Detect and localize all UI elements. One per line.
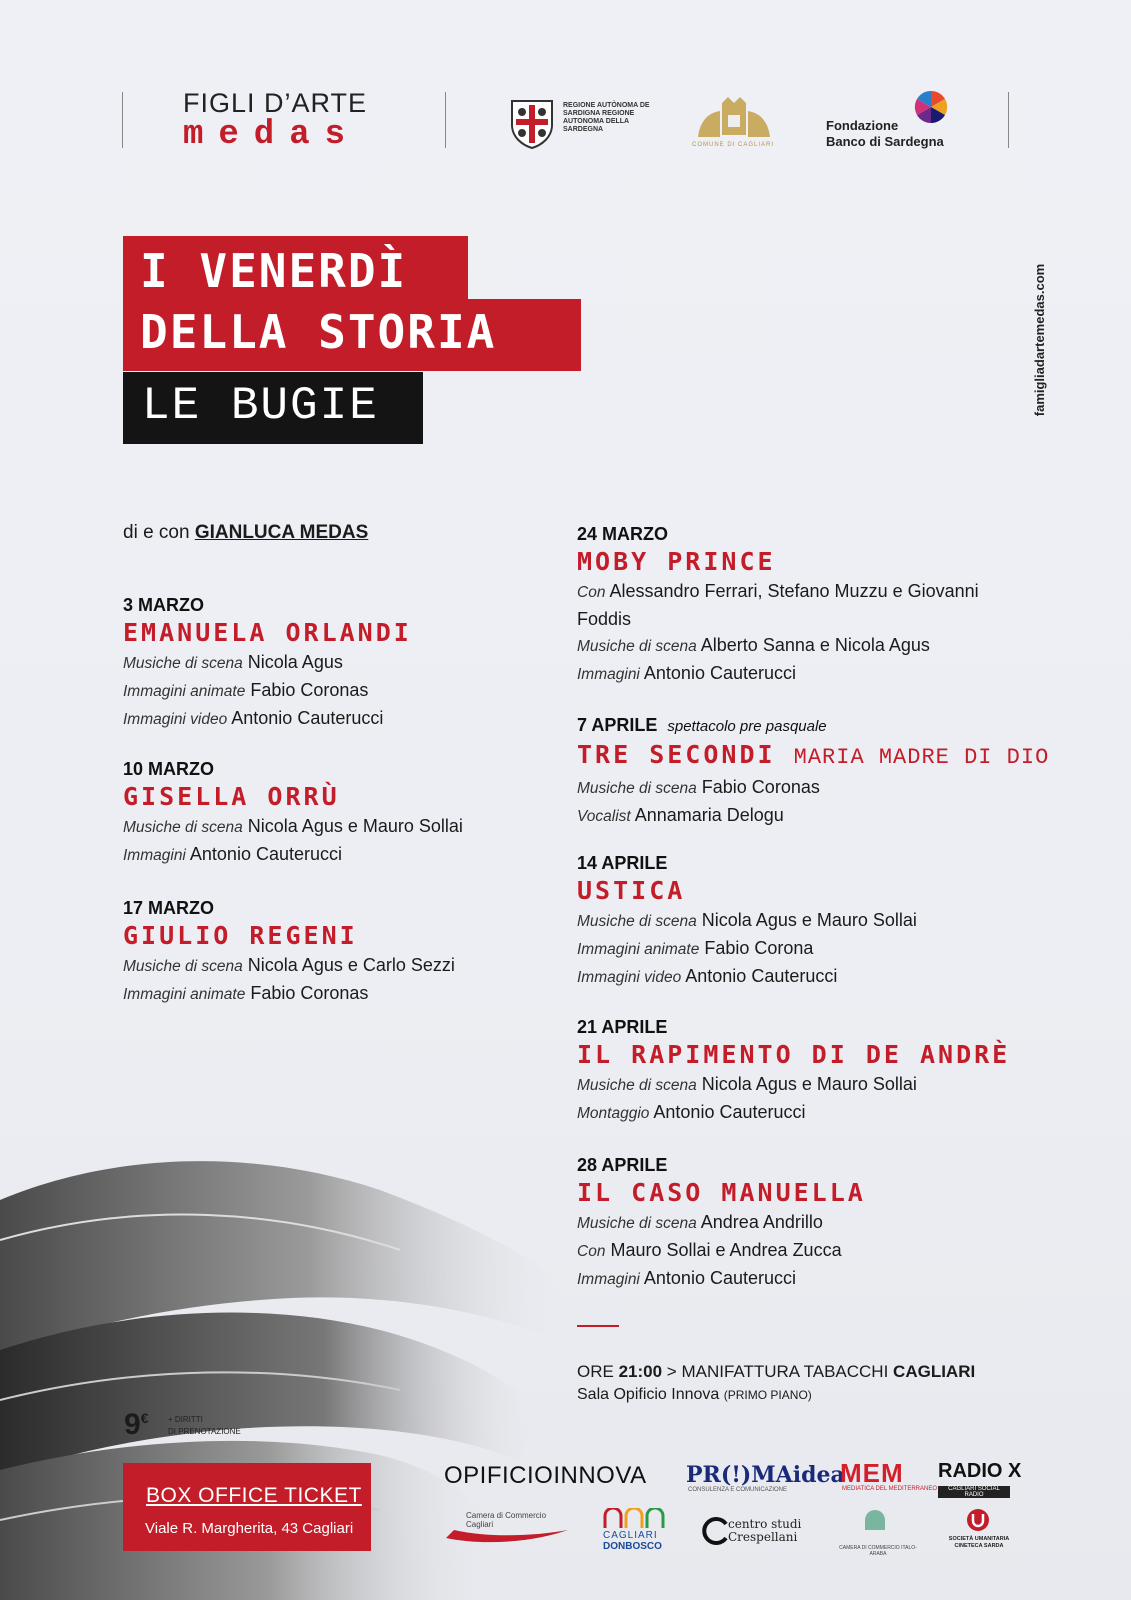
comune-label: COMUNE DI CAGLIARI <box>692 142 775 148</box>
cineteca-line2: CINETECA SARDA <box>954 1543 1004 1549</box>
venue-time-line <box>577 1362 975 1382</box>
title-block-3 <box>123 372 423 444</box>
mem-subtitle: MEDIATICA DEL MEDITERRANEO <box>842 1486 938 1492</box>
show-subtitle: MARIA MADRE DI DIO <box>793 745 1050 770</box>
credit-names: Nicola Agus e Mauro Sollai <box>701 1074 917 1094</box>
show-credit <box>577 1265 1017 1293</box>
brand-line1: FIGLI D’ARTE <box>183 88 368 118</box>
show-credit <box>577 774 1037 802</box>
show-date-row <box>577 713 1037 739</box>
regione-sardegna-crest-icon <box>507 95 557 149</box>
show-title: IL RAPIMENTO DI DE ANDRÈ <box>577 1040 1011 1069</box>
box-office-title[interactable]: BOX OFFICE TICKET <box>146 1484 362 1507</box>
show-credit <box>123 841 563 869</box>
show-title-row <box>577 739 1050 774</box>
box-office-address: Viale R. Margherita, 43 Cagliari <box>145 1520 354 1537</box>
title-block-2 <box>123 299 581 371</box>
time-prefix: ORE <box>577 1362 614 1381</box>
show-credit <box>123 677 563 705</box>
credit-role: Musiche di scena <box>577 1077 697 1094</box>
show-date: 17 MARZO <box>123 898 215 918</box>
price-note <box>168 1414 241 1438</box>
show-date: 28 APRILE <box>577 1155 668 1175</box>
venue-hall-line <box>577 1386 812 1404</box>
radiox-subtitle: CAGLIARI SOCIAL RADIO <box>938 1486 1010 1498</box>
credit-role: Musiche di scena <box>123 819 243 836</box>
italo-araba-label: CAMERA DI COMMERCIO ITALO-ARABA <box>839 1545 917 1557</box>
time-value: 21:00 <box>618 1362 663 1381</box>
show-credit <box>577 802 1037 830</box>
header-divider <box>445 92 446 148</box>
credit-role: Vocalist <box>577 808 631 825</box>
show-credit <box>123 649 563 677</box>
credit-names: Antonio Cauterucci <box>685 966 838 986</box>
show-credit <box>577 1237 1017 1265</box>
credit-role: Musiche di scena <box>577 913 697 930</box>
show-date: 3 MARZO <box>123 595 204 615</box>
show-item <box>577 851 1017 991</box>
radiox-logo: RADIO X <box>938 1460 1022 1482</box>
credit-names: Alberto Sanna e Nicola Agus <box>700 635 930 655</box>
show-date: 10 MARZO <box>123 759 215 779</box>
italo-araba-dome-icon <box>862 1508 888 1532</box>
price-amount: 9 <box>124 1408 141 1441</box>
donbosco-line1: CAGLIARI <box>603 1530 658 1541</box>
venue-hall: Sala Opificio Innova <box>577 1386 720 1403</box>
title-line1: I VENERDÌ <box>140 244 408 298</box>
credit-role: Musiche di scena <box>123 655 243 672</box>
show-credit <box>577 632 1017 660</box>
brand-line2: medas <box>183 116 361 154</box>
show-date: 24 MARZO <box>577 524 669 544</box>
cineteca-line1: SOCIETÀ UMANITARIA <box>948 1536 1010 1542</box>
credit-names: Annamaria Delogu <box>634 805 784 825</box>
show-item <box>577 1153 1017 1293</box>
camera-commercio-label: Camera di Commercio Cagliari <box>466 1511 547 1529</box>
show-date: 7 APRILE <box>577 715 658 735</box>
show-credit <box>577 1209 1017 1237</box>
credit-role: Con <box>577 1243 606 1260</box>
place-prefix: > MANIFATTURA TABACCHI <box>666 1362 889 1381</box>
credit-role: Montaggio <box>577 1105 650 1122</box>
show-item <box>123 593 563 733</box>
price-note-line2: DI PRENOTAZIONE <box>168 1427 241 1436</box>
show-date: 14 APRILE <box>577 853 668 873</box>
credit-role: Immagini animate <box>123 683 246 700</box>
credit-role: Immagini animate <box>123 986 246 1003</box>
credit-role: Con <box>577 584 606 601</box>
credit-role: Musiche di scena <box>577 1215 697 1232</box>
cineteca-label <box>944 1536 1014 1550</box>
credit-names: Nicola Agus e Carlo Sezzi <box>247 955 455 975</box>
credit-role: Immagini video <box>123 711 228 728</box>
show-title: IL CASO MANUELLA <box>577 1178 866 1207</box>
fondazione-line1: Fondazione <box>826 118 899 133</box>
show-item <box>577 522 1017 688</box>
credit-role: Immagini <box>577 1271 640 1288</box>
show-title: TRE SECONDI <box>577 740 776 769</box>
credit-role: Musiche di scena <box>577 638 697 655</box>
credit-role: Immagini <box>123 847 186 864</box>
show-credit <box>123 705 563 733</box>
price-note-line1: + DIRITTI <box>168 1415 203 1424</box>
show-item <box>577 1015 1037 1127</box>
show-credit <box>577 660 1017 688</box>
title-line2: DELLA STORIA <box>140 305 497 359</box>
title-block-1 <box>123 236 468 301</box>
show-title: EMANUELA ORLANDI <box>123 618 412 647</box>
show-item <box>123 896 563 1008</box>
opificio-innova-logo: OPIFICIOINNOVA <box>444 1462 647 1489</box>
mem-logo: MEM <box>840 1458 904 1488</box>
fondazione-label <box>826 118 944 150</box>
price-currency: € <box>140 1410 149 1426</box>
show-title: GISELLA ORRÙ <box>123 782 340 811</box>
header-divider <box>122 92 123 148</box>
ticket-price <box>124 1408 148 1442</box>
show-credit <box>123 980 563 1008</box>
credit-names: Antonio Cauterucci <box>653 1102 806 1122</box>
intro-credit <box>123 522 368 544</box>
credit-role: Musiche di scena <box>123 958 243 975</box>
show-title: GIULIO REGENI <box>123 921 358 950</box>
show-item <box>577 713 1050 830</box>
credit-role: Immagini video <box>577 969 682 986</box>
title-line3: LE BUGIE <box>142 380 379 432</box>
credit-names: Fabio Coronas <box>250 680 369 700</box>
show-credit <box>577 907 1017 935</box>
intro-prefix: di e con <box>123 522 190 543</box>
credit-names: Antonio Cauterucci <box>643 1268 796 1288</box>
donbosco-line2: DONBOSCO <box>603 1541 662 1552</box>
show-credit <box>123 952 563 980</box>
comune-cagliari-crest-icon <box>694 97 774 141</box>
credit-role: Immagini animate <box>577 941 700 958</box>
show-credit <box>577 1071 1037 1099</box>
box-office-panel[interactable] <box>123 1463 371 1551</box>
show-credit <box>577 935 1017 963</box>
credit-names: Fabio Coronas <box>701 777 820 797</box>
credit-names: Andrea Andrillo <box>700 1212 823 1232</box>
credit-names: Nicola Agus <box>247 652 343 672</box>
credit-role: Musiche di scena <box>577 780 697 797</box>
credit-role: Immagini <box>577 666 640 683</box>
credit-names: Antonio Cauterucci <box>231 708 384 728</box>
venue-city: CAGLIARI <box>893 1362 976 1381</box>
show-credit <box>577 578 1017 632</box>
regione-label: REGIONE AUTÒNOMA DE SARDIGNA REGIONE AUTONOMA DELLA SARDEGNA <box>563 102 650 133</box>
crespellani-label: centro studi Crespellani <box>728 1517 802 1544</box>
credit-names: Antonio Cauterucci <box>643 663 796 683</box>
credit-names: Nicola Agus e Mauro Sollai <box>247 816 463 836</box>
website-url[interactable]: famigliadartemedas.com <box>1032 263 1047 417</box>
primaidea-logo: PR(!)MAidea <box>686 1462 845 1488</box>
show-credit <box>577 963 1017 991</box>
venue-divider <box>577 1325 619 1327</box>
show-credit <box>123 813 563 841</box>
show-date: 21 APRILE <box>577 1017 668 1037</box>
venue-floor: (PRIMO PIANO) <box>723 1388 812 1402</box>
credit-names: Fabio Corona <box>704 938 814 958</box>
credit-names: Antonio Cauterucci <box>189 844 342 864</box>
primaidea-subtitle: CONSULENZA E COMUNICAZIONE <box>688 1487 788 1493</box>
cineteca-u-icon <box>966 1508 990 1532</box>
header-divider <box>1008 92 1009 148</box>
show-note: spettacolo pre pasquale <box>667 718 827 735</box>
crespellani-c-icon <box>700 1516 730 1546</box>
show-title: USTICA <box>577 876 686 905</box>
show-title: MOBY PRINCE <box>577 547 776 576</box>
fondazione-line2: Banco di Sardegna <box>826 134 944 149</box>
show-credit <box>577 1099 1037 1127</box>
credit-names: Fabio Coronas <box>250 983 369 1003</box>
donbosco-arches-icon <box>603 1508 665 1528</box>
credit-names: Nicola Agus e Mauro Sollai <box>701 910 917 930</box>
show-item <box>123 757 563 869</box>
credit-names: Mauro Sollai e Andrea Zucca <box>610 1240 842 1260</box>
credit-names: Alessandro Ferrari, Stefano Muzzu e Giovanni Foddis <box>577 581 979 629</box>
intro-name: GIANLUCA MEDAS <box>194 522 369 543</box>
